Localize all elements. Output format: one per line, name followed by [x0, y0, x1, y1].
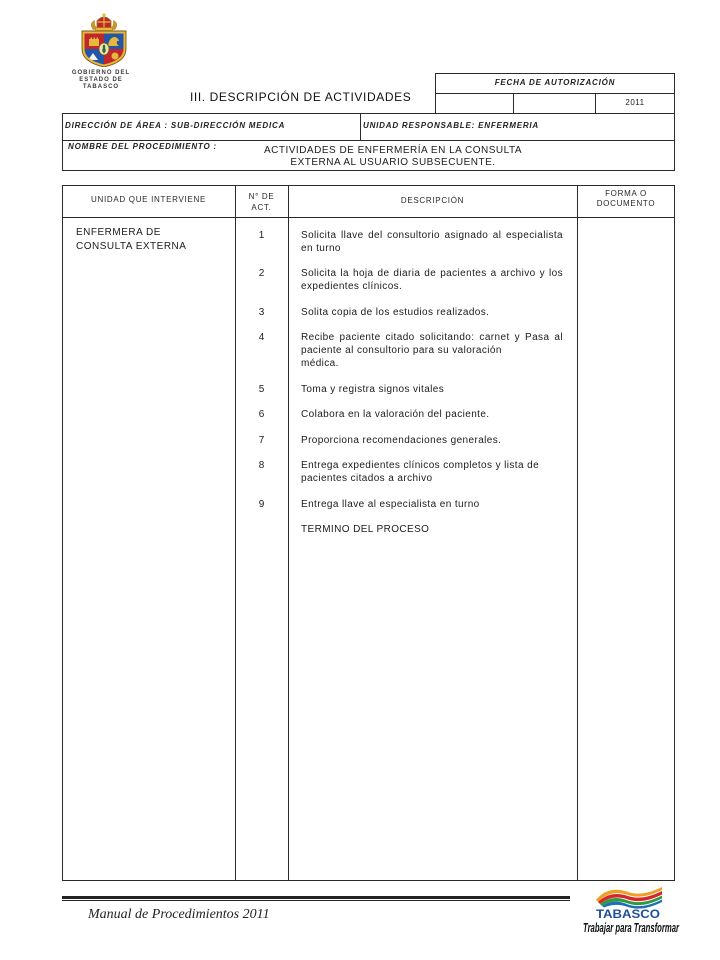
emblem-caption-line: TABASCO	[82, 84, 120, 90]
footer-rule	[62, 896, 570, 901]
process-end-text: TERMINO DEL PROCESO	[301, 524, 430, 535]
activity-row	[235, 331, 577, 370]
closing-row	[235, 523, 577, 536]
coat-of-arms-emblem	[80, 13, 128, 67]
logo-name: TABASCO	[596, 907, 660, 921]
activity-description: Proporciona recomendaciones generales.	[301, 434, 502, 446]
emblem-caption	[66, 70, 136, 91]
activity-number: 9	[258, 498, 265, 510]
activities-list	[235, 229, 577, 549]
activity-description: Entrega llave al especialista en turno	[301, 498, 480, 510]
activity-description: Solicita la hoja de diaria de pacientes a archivo y los expedientes clínicos.	[301, 268, 563, 292]
emblem-caption-line: GOBIERNO DEL	[71, 70, 131, 76]
logo-slogan: Trabajar para Transformar	[583, 920, 680, 935]
activity-row	[235, 229, 577, 255]
header-unit: UNIDAD QUE INTERVIENE	[90, 195, 206, 204]
activity-description: Toma y registra signos vitales	[301, 383, 445, 395]
procedure-label: NOMBRE DEL PROCEDIMIENTO :	[68, 142, 217, 151]
activity-row	[235, 383, 577, 396]
activity-row	[235, 267, 577, 293]
header-number: N° DE ACT.	[248, 192, 275, 212]
responsible-unit: UNIDAD RESPONSABLE: ENFERMERIA	[363, 121, 540, 130]
header-form: FORMA O DOCUMENTO	[596, 189, 656, 208]
direction-area: DIRECCIÓN DE ÁREA : SUB-DIRECCIÓN MEDICA	[65, 121, 286, 130]
activity-number: 3	[258, 306, 265, 318]
activity-row	[235, 408, 577, 421]
activity-description: Solicita llave del consultorio asignado al especialista en turno	[301, 229, 563, 254]
activity-row	[235, 434, 577, 447]
table-header-divider	[62, 217, 675, 218]
date-cell-divider	[513, 93, 514, 113]
activity-row	[235, 498, 577, 511]
activity-description: Colabora en la valoración del paciente.	[301, 409, 490, 420]
activity-number: 7	[258, 434, 265, 446]
authorization-year: 2011	[625, 98, 645, 107]
activity-description: Entrega expedientes clínicos completos y lista de pacientes citados a archivo	[301, 460, 540, 484]
activity-number: 4	[258, 332, 265, 343]
procedure-name: ACTIVIDADES DE ENFERMERÍA EN LA CONSULTA EXTERNA AL USUARIO SUBSECUENTE.	[263, 145, 522, 168]
column-divider	[577, 185, 578, 881]
section-title: III. DESCRIPCIÓN DE ACTIVIDADES	[190, 90, 412, 104]
emblem-caption-line: ESTADO DE	[79, 77, 123, 83]
manual-title: Manual de Procedimientos 2011	[88, 907, 270, 922]
activity-number: 6	[258, 409, 265, 420]
activity-description: Solita copia de los estudios realizados.	[301, 306, 490, 318]
activity-number: 2	[258, 268, 265, 279]
activity-number: 8	[258, 460, 265, 471]
activity-number: 5	[258, 383, 265, 395]
authorization-label: FECHA DE AUTORIZACIÓN	[494, 78, 616, 87]
area-unit-divider	[360, 113, 361, 140]
tabasco-logo	[582, 884, 682, 938]
activity-row	[235, 306, 577, 319]
responsible-unit-cell: ENFERMERA DE CONSULTA EXTERNA	[76, 227, 187, 252]
activity-row	[235, 459, 577, 485]
activity-number: 1	[258, 229, 265, 241]
header-description: DESCRIPCIÓN	[400, 196, 465, 205]
activity-description: Recibe paciente citado solicitando: carnet y Pasa al paciente al consultorio para su valoración médica.	[301, 332, 563, 369]
